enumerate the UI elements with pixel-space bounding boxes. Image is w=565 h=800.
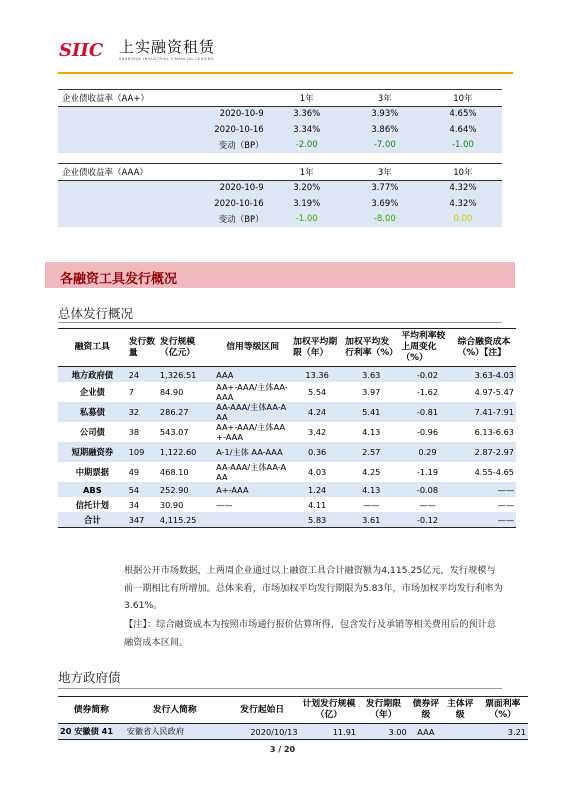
issuance-cell-term: 4.11 [308,499,327,510]
yield-date: 2020-10-9 [58,106,268,122]
issuance-cell-rate: 5.41 [343,402,399,422]
summary-paragraph: 根据公开市场数据，上两周企业通过以上融资工具合计融资额为4,115.25亿元，发行规模与前一期相比有所增加。总体来看，市场加权平均发行期限为5.83年，市场加权平均发行利率为3.61%。 [124,565,503,611]
yield-change-value: -7.00 [346,138,424,154]
yield-header-10y: 10年 [424,164,502,181]
issuance-cell-size: 84.90 [159,387,184,397]
issuance-cell-cost: 4.55-4.65 [474,467,514,477]
issuance-cell-count: 347 [127,512,158,528]
issuance-cell-count: 7 [128,387,134,397]
yield-value: 3.69% [346,196,424,212]
issuance-row [58,462,516,482]
issuance-cell-rate: 3.97 [362,387,381,397]
issuance-tool-name: 地方政府债 [58,367,127,383]
yield-value: 3.34% [268,122,346,138]
issuance-tool-name: 私募债 [58,402,127,422]
col-change: 平均利率较上周变化（%） [399,329,455,367]
issuance-row [58,442,516,462]
issuance-cell-rating: AA-AAA/主体AA-AAA [216,462,287,482]
issuance-cell-size: 286.27 [158,402,214,422]
yield-header-10y: 10年 [424,90,502,107]
yield-value: 4.64% [424,122,502,138]
issuance-cell-term: 1.24 [291,482,343,497]
yield-value: 3.36% [268,106,346,122]
svg-text:SIIC: SIIC [59,40,104,61]
issuance-cell-rating: A+-AAA [214,482,291,497]
yield-change-value: -2.00 [268,138,346,154]
issuance-cell-rating: AA-AAA/主体AA-AAA [214,402,291,422]
yield-value: 4.65% [424,106,502,122]
issuance-row [58,382,516,402]
issuance-cell-rating: A-1/主体 AA-AAA [214,442,291,462]
local-gov-cell: 20 安徽债 41 [58,724,125,740]
issuance-cell-count: 49 [128,467,140,477]
overview-underline [58,322,502,323]
col-tool: 融资工具 [58,329,127,367]
local-gov-cell [443,724,477,740]
issuance-cell-cost: —— [497,499,514,510]
issuance-cell-count: 109 [127,442,158,462]
local-gov-cell: 2020/10/13 [225,724,300,740]
yield-date: 2020-10-16 [58,196,268,212]
col-start-date: 发行起始日 [225,697,300,724]
issuance-cell-chg: -0.08 [399,482,455,497]
issuance-cell-chg: —— [419,499,436,510]
company-name-en: SHANGHAI INDUSTRIAL FINANCIAL LEASING [119,57,215,61]
local-gov-title: 地方政府债 [58,670,121,685]
company-name-cn: 上实融资租赁 [119,38,216,56]
issuance-cell-size: 30.90 [159,499,184,510]
yield-change-value: -1.00 [424,138,502,154]
yield-date: 2020-10-9 [58,180,268,196]
yield-change-value: -1.00 [268,212,346,228]
issuance-cell-chg: -1.19 [416,467,439,477]
issuance-row [58,402,516,422]
issuance-cell-count: 24 [127,367,158,383]
issuance-cell-rating: AA+-AAA/主体AA-AAA [216,382,288,402]
yield-change-label: 变动（BP） [58,212,268,228]
issuance-cell-rate: 4.25 [362,467,381,477]
col-bond-rating: 债券评级 [409,697,443,724]
yield-table-aaa [58,163,502,227]
issuance-cell-rating: AA+-AAA/主体AA+-AAA [216,422,285,442]
issuance-cell-cost: 4.97-5.47 [474,387,514,397]
issuance-cell-size: 1,326.51 [158,367,214,383]
yield-value: 3.20% [268,180,346,196]
issuance-cell-rate: 3.63 [343,367,399,383]
issuance-cell-chg: 0.29 [399,442,455,462]
yield-table-aa-plus [58,89,502,153]
issuance-cell-count: 38 [128,427,140,437]
issuance-row [58,367,516,383]
yield-header-1y: 1年 [268,164,346,181]
local-gov-cell: 3.00 [358,724,409,740]
issuance-tool-name: ABS [58,482,127,497]
col-term: 发行期限（年） [358,697,409,724]
local-gov-row [58,724,528,740]
issuance-cell-size: 468.10 [159,467,189,477]
col-entity-rating: 主体评级 [443,697,477,724]
issuance-cell-rate: 4.13 [343,482,399,497]
issuance-cell-term: 13.36 [291,367,343,383]
yield-change-label: 变动（BP） [58,138,268,154]
col-plan-size: 计划发行规模（亿） [300,697,359,724]
local-gov-cell: 11.91 [300,724,359,740]
yield-change-value: 0.00 [424,212,502,228]
col-cost: 综合融资成本（%）【注】 [456,329,516,367]
issuance-cell-rate: —— [363,499,380,510]
yield-header-3y: 3年 [346,90,424,107]
issuance-cell-chg: -1.62 [416,387,439,397]
yield-header-label: 企业债收益率（AAA） [58,164,268,181]
issuance-cell-cost: 2.87-2.97 [456,442,516,462]
issuance-cell-size: 4,115.25 [158,512,214,528]
yield-header-3y: 3年 [346,164,424,181]
yield-header-1y: 1年 [268,90,346,107]
issuance-cell-cost: —— [456,482,516,497]
issuance-tool-name: 公司债 [79,427,105,437]
issuance-row [58,422,516,442]
issuance-cell-rate: 3.61 [343,512,399,528]
issuance-tool-name: 中期票据 [75,467,109,477]
local-gov-underline [58,688,502,689]
yield-value: 3.19% [268,196,346,212]
col-rating: 信用等级区间 [214,329,291,367]
local-gov-table [58,696,528,740]
col-term: 加权平均期限（年） [291,329,343,367]
issuance-cell-rate: 2.57 [343,442,399,462]
local-gov-cell: 安徽省人民政府 [125,724,225,740]
overview-title: 总体发行概况 [58,306,134,321]
issuance-cell-size: 252.90 [158,482,214,497]
issuance-cell-cost: 3.63-4.03 [456,367,516,383]
issuance-cell-term: 4.03 [308,467,327,477]
issuance-cell-chg: -0.12 [399,512,455,528]
col-issuer: 发行人简称 [125,697,225,724]
yield-date: 2020-10-16 [58,122,268,138]
issuance-cell-size: 543.07 [159,427,189,437]
issuance-tool-name: 企业债 [79,387,105,397]
issuance-cell-term: 0.36 [291,442,343,462]
yield-change-value: -8.00 [346,212,424,228]
note-paragraph: 【注】：综合融资成本为按照市场通行报价估算所得，包含发行及承销等相关费用后的预计总融资成本区间。 [124,619,497,648]
yield-value: 4.32% [424,180,502,196]
yield-value: 3.77% [346,180,424,196]
yield-value: 3.93% [346,106,424,122]
issuance-cell-rate: 4.13 [362,427,381,437]
col-bond-name: 债券简称 [58,697,125,724]
issuance-cell-rating: —— [216,499,233,510]
issuance-cell-chg: -0.96 [416,427,439,437]
issuance-cell-chg: -0.81 [399,402,455,422]
issuance-row [58,482,516,497]
local-gov-cell: AAA [409,724,443,740]
issuance-cell-term: 4.24 [291,402,343,422]
issuance-cell-rating [214,512,291,528]
issuance-cell-cost: 7.41-7.91 [456,402,516,422]
issuance-cell-term: 5.54 [308,387,327,397]
issuance-tool-name: 信托计划 [75,499,109,510]
section-title: 各融资工具发行概况 [60,272,178,287]
issuance-cell-count: 32 [127,402,158,422]
issuance-cell-term: 3.42 [308,427,327,437]
col-coupon: 票面利率（%） [477,697,528,724]
issuance-cell-chg: -0.02 [399,367,455,383]
col-count: 发行数量 [127,329,158,367]
header-divider [58,72,513,74]
col-rate: 加权平均发行利率（%） [343,329,399,367]
issuance-cell-count: 54 [127,482,158,497]
issuance-tool-name: 合计 [58,512,127,528]
issuance-cell-rating: AAA [214,367,291,383]
yield-value: 4.32% [424,196,502,212]
issuance-cell-size: 1,122.60 [158,442,214,462]
col-size: 发行规模（亿元） [158,329,214,367]
issuance-cell-cost: 6.13-6.63 [474,427,514,437]
issuance-cell-term: 5.83 [291,512,343,528]
issuance-cell-cost: —— [456,512,516,528]
issuance-cell-count: 34 [128,499,140,510]
issuance-table [58,328,516,528]
page-number: 3 / 20 [269,745,296,754]
siic-logo-icon [58,37,116,61]
issuance-row [58,512,516,528]
yield-value: 3.86% [346,122,424,138]
issuance-row [58,497,516,512]
yield-header-label: 企业债收益率（AA+） [58,90,268,107]
issuance-tool-name: 短期融资券 [58,442,127,462]
local-gov-cell: 3.21 [477,724,528,740]
